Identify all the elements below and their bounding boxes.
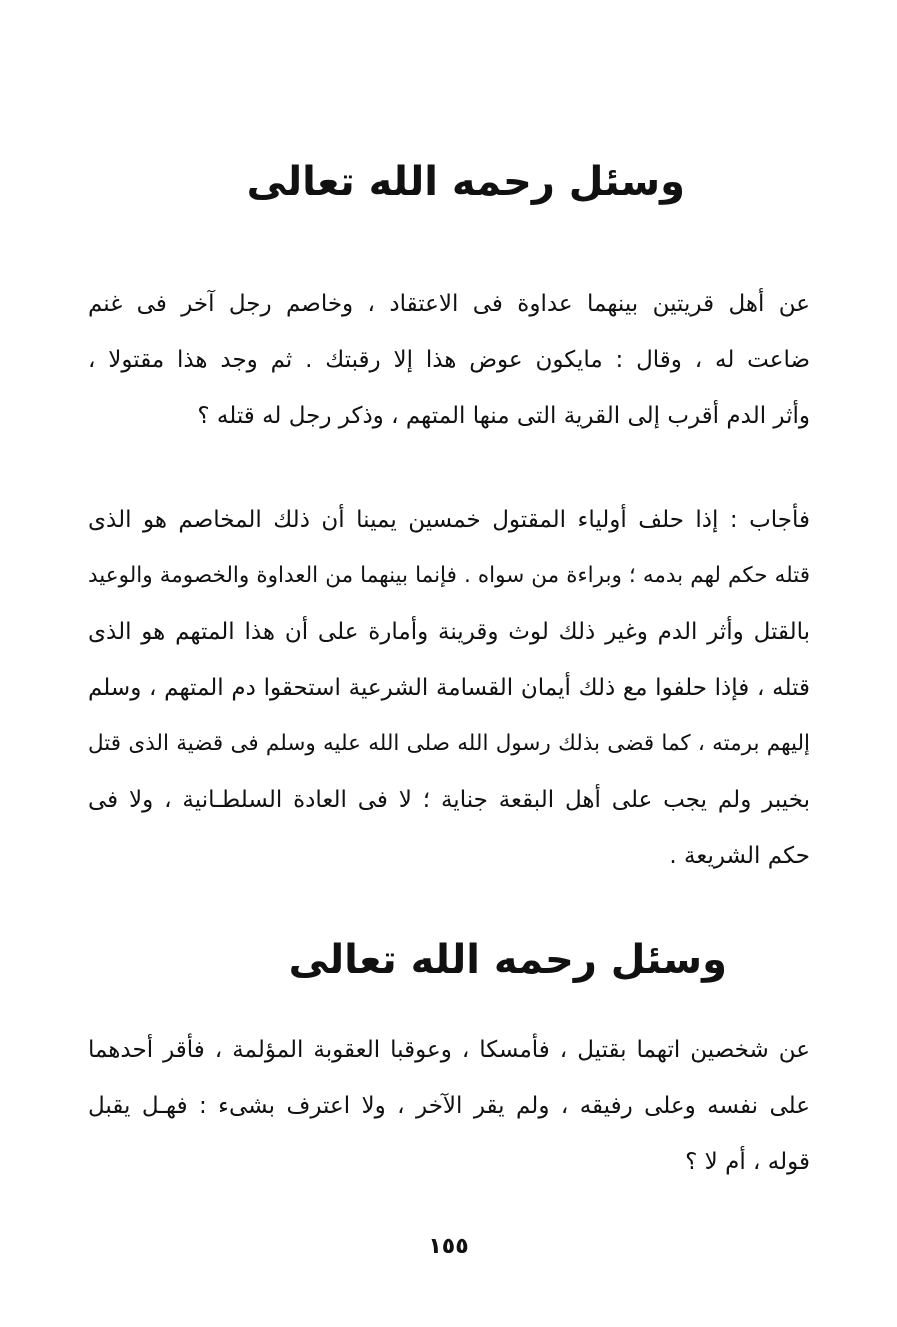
text-line: فأجاب : إذا حلف أولياء المقتول خمسين يمينا أن ذلك المخاصم هو الذى — [88, 507, 810, 533]
text-line: قوله ، أم لا ؟ — [685, 1149, 810, 1175]
text-line: قتله حكم لهم بدمه ؛ وبراءة من سواه . فإنما بينهما من العداوة والخصومة والوعيد — [88, 563, 810, 588]
text-line: ضاعت له ، وقال : مايكون عوض هذا إلا رقبتك . ثم وجد هذا مقتولا ، — [88, 347, 810, 373]
text-line: بخيبر ولم يجب على أهل البقعة جناية ؛ لا فى العادة السلطـانية ، ولا فى — [88, 787, 810, 813]
section-heading-2: وسئل رحمه الله تعالى — [288, 937, 727, 983]
text-line: بالقتل وأثر الدم وغير ذلك لوث وقرينة وأمارة على أن هذا المتهم هو الذى — [88, 619, 810, 645]
text-line: حكم الشريعة . — [669, 843, 810, 869]
text-line: إليهم برمته ، كما قضى بذلك رسول الله صلى الله عليه وسلم فى قضية الذى قتل — [88, 731, 810, 756]
section-heading-1: وسئل رحمه الله تعالى — [246, 159, 685, 205]
text-line: عن شخصين اتهما بقتيل ، فأمسكا ، وعوقبا العقوبة المؤلمة ، فأقر أحدهما — [88, 1037, 810, 1063]
page-number: ١٥٥ — [428, 1234, 469, 1259]
question-paragraph-2 — [88, 1022, 810, 1190]
text-line: قتله ، فإذا حلفوا مع ذلك أيمان القسامة الشرعية استحقوا دم المتهم ، وسلم — [88, 675, 810, 701]
answer-paragraph-1 — [88, 492, 810, 884]
text-line: على نفسه وعلى رفيقه ، ولم يقر الآخر ، ولا اعترف بشىء : فهـل يقبل — [88, 1093, 810, 1119]
text-line: عن أهل قريتين بينهما عداوة فى الاعتقاد ، وخاصم رجل آخر فى غنم — [88, 291, 810, 317]
question-paragraph-1 — [88, 276, 810, 444]
text-line: وأثر الدم أقرب إلى القرية التى منها المتهم ، وذكر رجل له قتله ؟ — [197, 403, 810, 429]
